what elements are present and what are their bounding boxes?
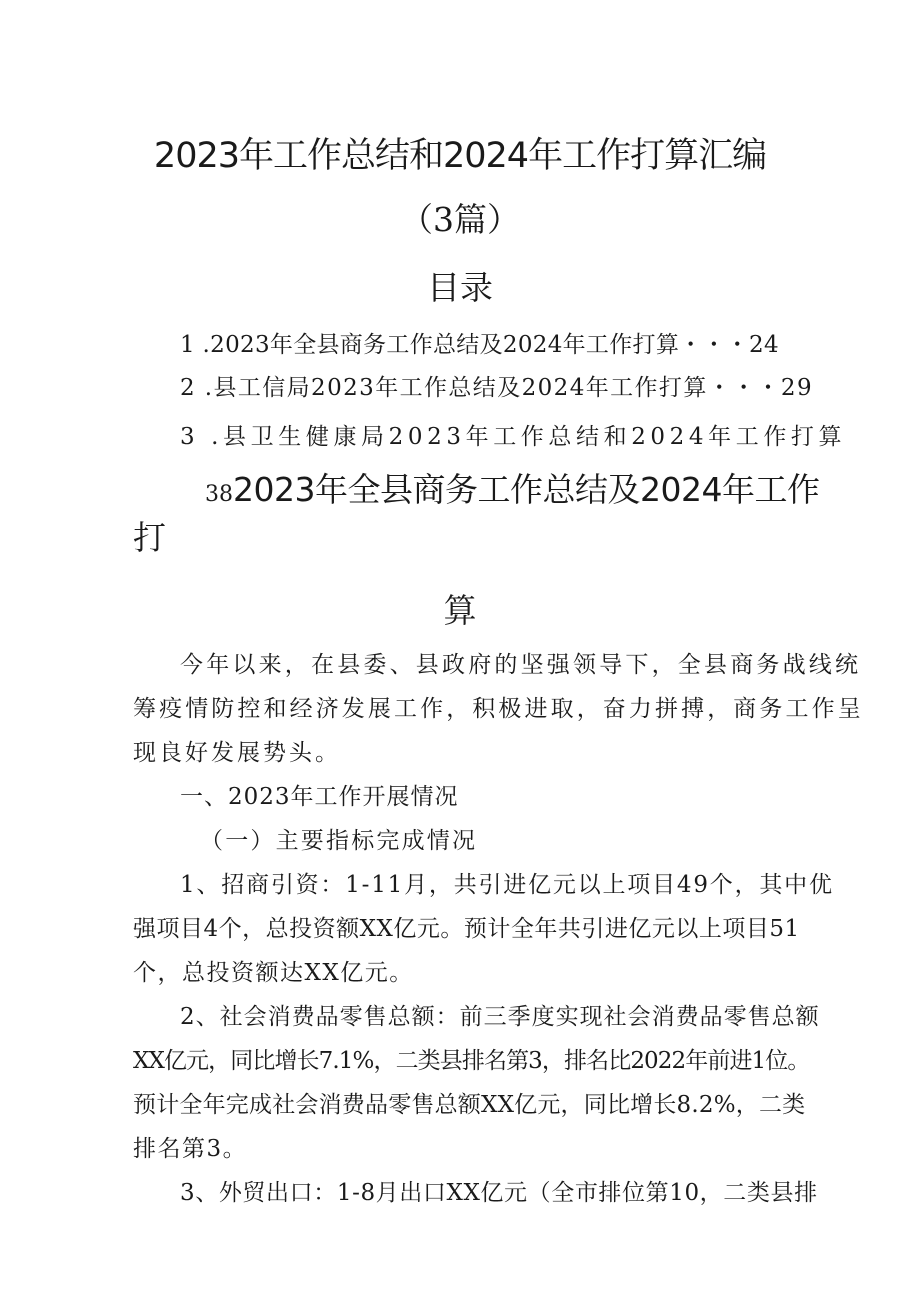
toc-entry-3[interactable]: 3 .县卫生健康局2023年工作总结和2024年工作打算 [180, 424, 847, 450]
section-title-line-2: 打 [133, 518, 166, 557]
toc-entry-2[interactable]: 2 .县工信局2023年工作总结及2024年工作打算・・・29 [180, 375, 813, 401]
body-line: 预计全年完成社会消费品零售总额XX亿元，同比增长8.2%，二类 [133, 1092, 806, 1118]
toc-heading: 目录 [427, 268, 493, 307]
body-line: 排名第3。 [133, 1136, 248, 1162]
body-line: 2、社会消费品零售总额：前三季度实现社会消费品零售总额 [180, 1004, 820, 1030]
body-line: XX亿元，同比增长7.1%，二类县排名第3，排名比2022年前进1位。 [133, 1048, 810, 1074]
document-title: 2023年工作总结和2024年工作打算汇编 [153, 136, 767, 176]
body-line: 1、招商引资：1-11月，共引进亿元以上项目49个，其中优 [180, 872, 834, 898]
toc-entry-1[interactable]: 1 .2023年全县商务工作总结及2024年工作打算・・・24 [180, 332, 779, 358]
body-line: 现良好发展势头。 [133, 740, 341, 766]
section-title-line-1 [205, 464, 819, 511]
body-line: 个，总投资额达XX亿元。 [133, 960, 414, 986]
document-subtitle: （3篇） [400, 200, 520, 239]
body-line: 强项目4个，总投资额XX亿元。预计全年共引进亿元以上项目51 [133, 916, 800, 942]
body-line: 3、外贸出口：1-8月出口XX亿元（全市排位第10，二类县排 [180, 1180, 818, 1206]
section-heading: 一、2023年工作开展情况 [180, 784, 459, 810]
subsection-heading: （一）主要指标完成情况 [200, 828, 478, 854]
section-title-text: 2023年全县商务工作总结及2024年工作 [233, 470, 820, 509]
body-line: 今年以来，在县委、县政府的坚强领导下，全县商务战线统 [180, 652, 862, 678]
toc-page-reference: 38 [205, 482, 233, 507]
body-line: 筹疫情防控和经济发展工作，积极进取，奋力拼搏，商务工作呈 [133, 696, 864, 722]
section-title-line-3: 算 [443, 591, 477, 630]
